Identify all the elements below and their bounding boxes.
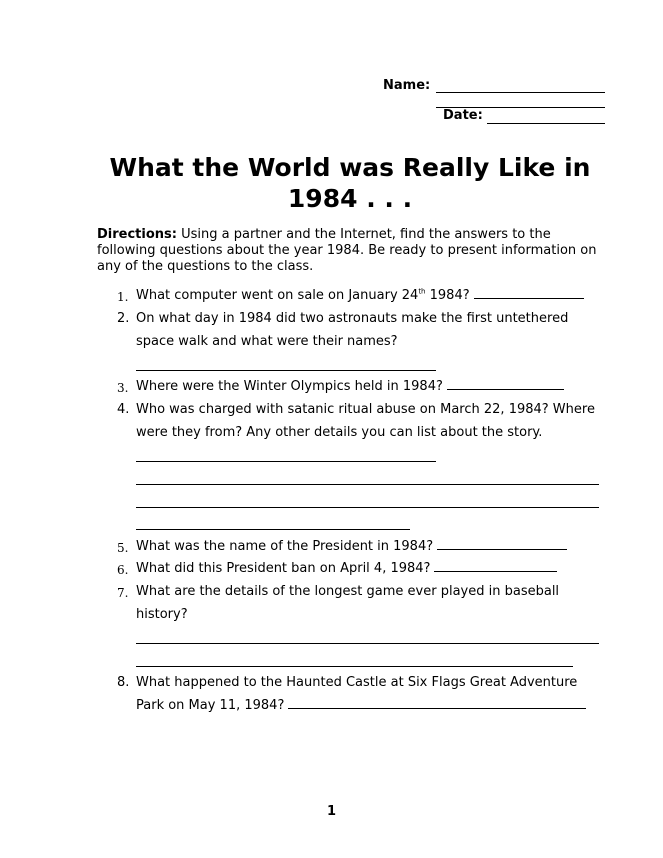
directions <box>97 227 607 275</box>
question-3-text <box>136 379 564 395</box>
question-3-text-content: Where were the Winter Olympics held in 1984? <box>136 379 443 394</box>
name-field-line[interactable] <box>436 92 605 93</box>
question-6-text-content: What did this President ban on April 4, 1984? <box>136 561 431 576</box>
question-1-text-after: 1984? <box>425 288 470 303</box>
question-8-line-2 <box>136 698 586 714</box>
page-title: What the World was Really Like in 1984 . . . <box>109 153 591 213</box>
question-4-line-2: were they from? Any other details you can list about the story. <box>136 425 543 440</box>
directions-text: Using a partner and the Internet, find the answers to the following questions about the year 1984. Be ready to present information on any of the questions to the class. <box>97 227 597 274</box>
question-1-text <box>136 288 584 304</box>
question-1-text-before: What computer went on sale on January 24 <box>136 288 419 303</box>
question-number: 4. <box>117 402 130 417</box>
question-number: 1. <box>117 290 129 304</box>
question-number: 5. <box>117 541 129 555</box>
date-field-line[interactable] <box>487 123 605 124</box>
question-7-line-2: history? <box>136 607 188 622</box>
answer-line[interactable] <box>447 389 564 390</box>
question-5-text <box>136 539 567 555</box>
answer-line[interactable] <box>136 370 436 371</box>
question-number: 8. <box>117 675 130 690</box>
directions-label: Directions: <box>97 227 177 242</box>
answer-line[interactable] <box>136 507 599 508</box>
question-1-superscript: th <box>418 287 426 296</box>
page-number: 1 <box>326 804 337 819</box>
answer-line[interactable] <box>288 708 586 709</box>
answer-line[interactable] <box>434 571 557 572</box>
answer-line[interactable] <box>136 461 436 462</box>
date-label: Date: <box>443 108 483 123</box>
name-label: Name: <box>383 78 431 93</box>
question-number: 6. <box>117 563 129 577</box>
answer-line[interactable] <box>474 298 584 299</box>
question-7-line-1: What are the details of the longest game ever played in baseball <box>136 584 560 599</box>
question-6-text <box>136 561 557 577</box>
question-2-line-2: space walk and what were their names? <box>136 334 398 349</box>
question-number: 3. <box>117 381 129 395</box>
question-number: 2. <box>117 311 130 326</box>
answer-line[interactable] <box>437 549 567 550</box>
question-number: 7. <box>117 586 129 600</box>
answer-line[interactable] <box>136 666 573 667</box>
question-2-line-1: On what day in 1984 did two astronauts make the first untethered <box>136 311 569 326</box>
question-4-line-1: Who was charged with satanic ritual abuse on March 22, 1984? Where <box>136 402 595 417</box>
question-5-text-content: What was the name of the President in 1984? <box>136 539 434 554</box>
question-8-line-2-content: Park on May 11, 1984? <box>136 698 285 713</box>
question-8-line-1: What happened to the Haunted Castle at Six Flags Great Adventure <box>136 675 578 690</box>
answer-line[interactable] <box>136 529 410 530</box>
answer-line[interactable] <box>136 643 599 644</box>
answer-line[interactable] <box>136 484 599 485</box>
